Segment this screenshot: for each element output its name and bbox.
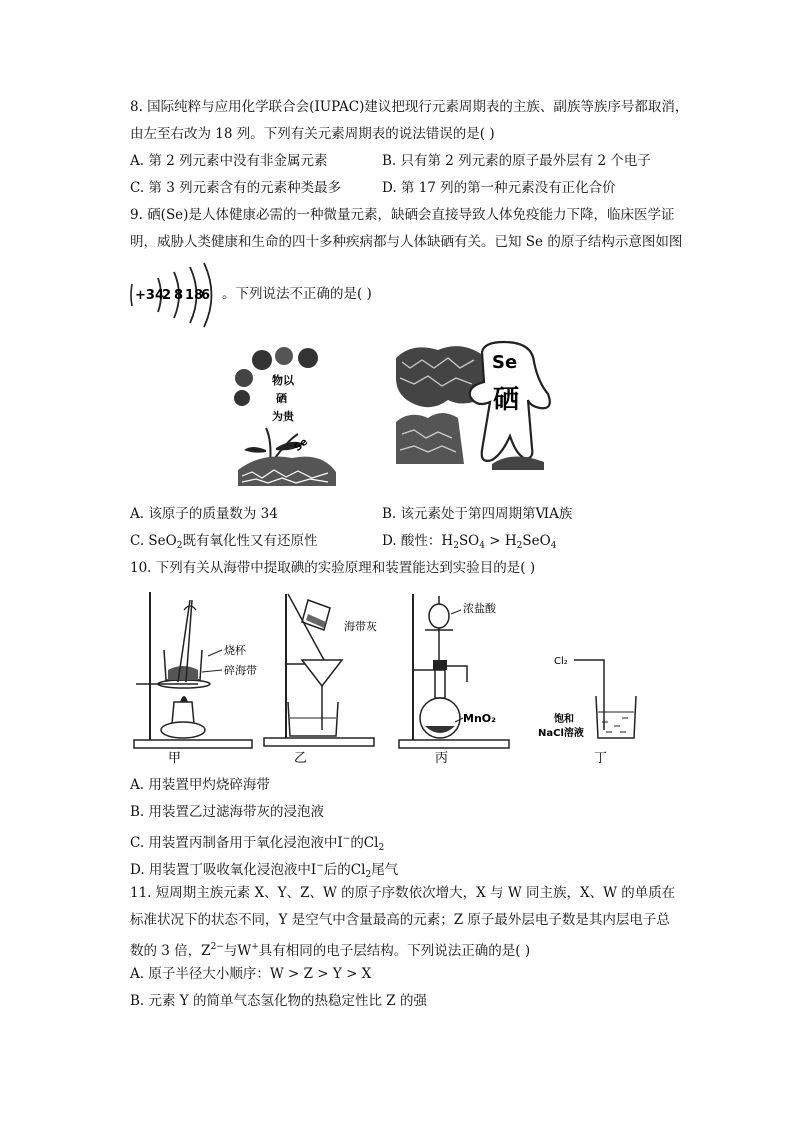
img1-text-3: 为贵	[272, 410, 294, 423]
label-seaweed: 碎海带	[224, 664, 257, 677]
q9-option-c: C. SeO$_2$既有氧化性又有还原性	[130, 533, 318, 551]
label-beaker: 烧杯	[224, 644, 246, 657]
img1-text-1: 物以	[272, 374, 294, 387]
q9-option-a: A. 该原子的质量数为 34	[130, 506, 278, 522]
apparatus-ding	[532, 590, 662, 766]
label-mno2: MnO₂	[463, 712, 496, 725]
atom-shell-1: 2	[162, 288, 172, 303]
q9-option-b: B. 该元素处于第四周期第ⅥA族	[382, 506, 573, 522]
q9-stem-line2: 明，威胁人类健康和生命的四十多种疾病都与人体缺硒有关。已知 Se 的原子结构示意图如图	[130, 234, 683, 250]
label-hcl: 浓盐酸	[463, 602, 496, 615]
q9-option-d: D. 酸性：$H_2SO_4 > H_2SeO_4$	[382, 533, 557, 551]
q8-option-c: C. 第 3 列元素含有的元素种类最多	[130, 180, 342, 196]
atom-shell-3: 18	[185, 288, 204, 303]
q11-stem-line2: 标准状况下的状态不同，Y 是空气中含量最高的元素；Z 原子最外层电子数是其内层电子总	[130, 912, 670, 928]
q11-option-a: A. 原子半径大小顺序：W > Z > Y > X	[130, 966, 372, 982]
apparatus-bing	[395, 590, 525, 766]
q10-option-a: A. 用装置甲灼烧碎海带	[130, 777, 270, 793]
q9-stem-line1: 9. 硒(Se)是人体健康必需的一种微量元素，缺硒会直接导致人体免疫能力下降，临床医学证	[130, 207, 675, 223]
label-jia: 甲	[168, 751, 182, 766]
atom-shell-4: 6	[201, 288, 211, 303]
img1-text-4: Se	[292, 436, 311, 454]
atom-nucleus-label: +34	[135, 288, 164, 303]
label-bing: 丙	[435, 751, 449, 766]
q10-stem: 10. 下列有关从海带中提取碘的实验原理和装置能达到实验目的是( )	[130, 560, 536, 576]
label-nacl-solution: NaCl溶液	[538, 728, 584, 739]
img2-xi-text: 硒	[493, 385, 520, 415]
q8-stem-line2: 由左至右改为 18 列。下列有关元素周期表的说法错误的是( )	[130, 126, 495, 142]
img2-se-text: Se	[492, 352, 518, 373]
q8-option-a: A. 第 2 列元素中没有非金属元素	[130, 153, 328, 169]
q11-stem-line1: 11. 短周期主族元素 X、Y、Z、W 的原子序数依次增大，X 与 W 同主族，X、W 的单质在	[130, 885, 676, 901]
q9-stem-line3: 。下列说法不正确的是( )	[222, 286, 372, 302]
label-ding: 丁	[594, 751, 608, 766]
q8-option-b: B. 只有第 2 列元素的原子最外层有 2 个电子	[382, 153, 651, 169]
label-ash: 海带灰	[344, 620, 377, 633]
q8-stem-line1: 8. 国际纯粹与应用化学联合会(IUPAC)建议把现行元素周期表的主族、副族等族序号都取消，	[130, 99, 689, 115]
selenium-plant-illustration	[232, 340, 342, 490]
apparatus-yi	[258, 590, 388, 766]
label-yi: 乙	[294, 751, 308, 766]
q10-option-b: B. 用装置乙过滤海带灰的浸泡液	[130, 804, 325, 820]
img1-text-2: 硒	[276, 392, 287, 405]
q10-option-c: C. 用装置丙制备用于氧化浸泡液中I−的$Cl_2$	[130, 834, 385, 853]
selenium-cartoon-illustration	[392, 338, 552, 473]
label-cl2: Cl₂	[554, 656, 568, 667]
q10-option-d: D. 用装置丁吸收氧化浸泡液中I−后的$Cl_2$尾气	[130, 861, 399, 880]
q8-option-d: D. 第 17 列的第一种元素没有正化合价	[382, 180, 616, 196]
se-atom-structure-diagram	[130, 262, 222, 328]
label-saturated: 饱和	[554, 714, 574, 725]
apparatus-jia	[128, 590, 258, 766]
q11-stem-line3: 数的 3 倍，$Z^{2-}$与W+具有相同的电子层结构。下列说法正确的是( )	[130, 942, 531, 959]
q11-option-b: B. 元素 Y 的简单气态氢化物的热稳定性比 Z 的强	[130, 993, 427, 1009]
atom-shell-2: 8	[174, 288, 184, 303]
